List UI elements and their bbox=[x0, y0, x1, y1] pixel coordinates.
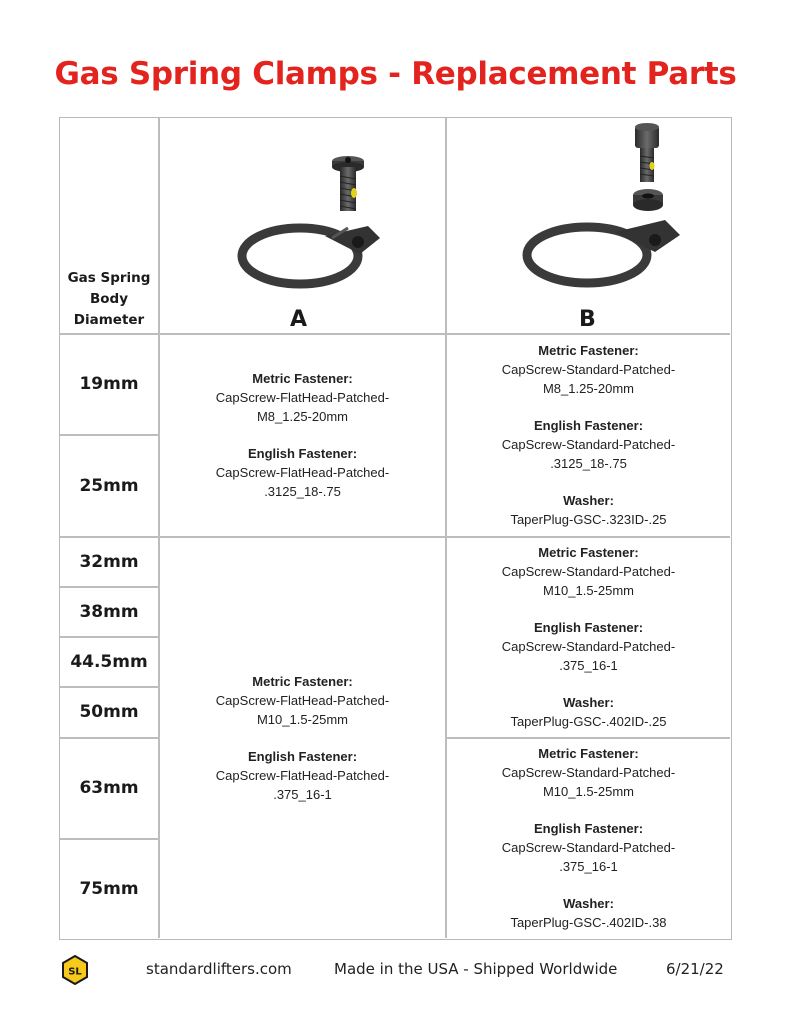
standard-lifters-logo bbox=[60, 955, 90, 985]
diameter-header bbox=[60, 266, 158, 332]
english-fastener-part: CapScrew-Standard-Patched- bbox=[501, 639, 676, 654]
washer-part: TaperPlug-GSC-.323ID-.25 bbox=[510, 512, 667, 527]
english-fastener-part: CapScrew-FlatHead-Patched- bbox=[215, 767, 390, 783]
page-title: Gas Spring Clamps - Replacement Parts bbox=[54, 56, 737, 92]
english-fastener-size: .375_16-1 bbox=[559, 658, 618, 673]
footer-date: 6/21/22 bbox=[666, 960, 724, 978]
parts-table bbox=[59, 117, 732, 940]
clamp-a-large-parts bbox=[160, 537, 445, 938]
metric-fastener-label: Metric Fastener: bbox=[252, 673, 353, 689]
clamp-a-small-parts bbox=[160, 334, 445, 536]
metric-fastener-size: M8_1.25-20mm bbox=[542, 381, 635, 396]
logo-text: SL bbox=[68, 966, 82, 978]
metric-fastener-part: CapScrew-Standard-Patched- bbox=[501, 765, 676, 780]
metric-fastener-label: Metric Fastener: bbox=[538, 545, 639, 560]
english-fastener-label: English Fastener: bbox=[533, 620, 644, 635]
english-fastener-label: English Fastener: bbox=[247, 748, 358, 764]
washer-label: Washer: bbox=[563, 896, 614, 911]
column-a-label: A bbox=[290, 307, 308, 332]
metric-fastener-label: Metric Fastener: bbox=[538, 746, 639, 761]
footer-website[interactable]: standardlifters.com bbox=[146, 960, 292, 978]
column-b-label: B bbox=[579, 307, 596, 332]
clamp-b-image bbox=[515, 120, 685, 295]
clamp-b-small-parts bbox=[447, 334, 730, 536]
diameter-header-line3: Diameter bbox=[73, 311, 145, 328]
english-fastener-size: .3125_18-.75 bbox=[550, 456, 627, 471]
clamp-b-large-parts bbox=[447, 738, 730, 938]
washer-label: Washer: bbox=[563, 695, 614, 710]
english-fastener-label: English Fastener: bbox=[533, 821, 644, 836]
clamp-a-image bbox=[230, 146, 380, 296]
diameter-header-line1: Gas Spring bbox=[67, 269, 151, 286]
english-fastener-part: CapScrew-FlatHead-Patched- bbox=[215, 465, 390, 480]
washer-part: TaperPlug-GSC-.402ID-.38 bbox=[510, 915, 667, 930]
diameter-32mm: 32mm bbox=[79, 551, 139, 572]
diameter-44-5mm: 44.5mm bbox=[70, 651, 148, 672]
diameter-63mm: 63mm bbox=[79, 778, 139, 798]
metric-fastener-part: CapScrew-FlatHead-Patched- bbox=[215, 692, 390, 708]
diameter-75mm: 75mm bbox=[79, 878, 139, 899]
metric-fastener-size: M8_1.25-20mm bbox=[256, 409, 349, 424]
footer-tagline: Made in the USA - Shipped Worldwide bbox=[334, 960, 618, 978]
diameter-38mm: 38mm bbox=[79, 601, 139, 622]
english-fastener-part: CapScrew-Standard-Patched- bbox=[501, 437, 676, 452]
diameter-25mm: 25mm bbox=[79, 475, 139, 496]
diameter-19mm: 19mm bbox=[79, 374, 139, 394]
diameter-header-line2: Body bbox=[89, 290, 129, 307]
washer-label: Washer: bbox=[563, 493, 614, 508]
diameter-50mm: 50mm bbox=[79, 702, 139, 722]
english-fastener-size: .375_16-1 bbox=[559, 859, 618, 874]
english-fastener-label: English Fastener: bbox=[247, 446, 358, 461]
metric-fastener-part: CapScrew-FlatHead-Patched- bbox=[215, 390, 390, 405]
metric-fastener-size: M10_1.5-25mm bbox=[542, 784, 635, 799]
metric-fastener-part: CapScrew-Standard-Patched- bbox=[501, 362, 676, 377]
metric-fastener-size: M10_1.5-25mm bbox=[542, 583, 635, 598]
clamp-b-mid-parts bbox=[447, 537, 730, 737]
metric-fastener-size: M10_1.5-25mm bbox=[256, 711, 349, 727]
english-fastener-size: .375_16-1 bbox=[273, 786, 332, 802]
metric-fastener-label: Metric Fastener: bbox=[252, 371, 353, 386]
metric-fastener-label: Metric Fastener: bbox=[538, 343, 639, 358]
washer-part: TaperPlug-GSC-.402ID-.25 bbox=[510, 714, 667, 729]
english-fastener-part: CapScrew-Standard-Patched- bbox=[501, 840, 676, 855]
metric-fastener-part: CapScrew-Standard-Patched- bbox=[501, 564, 676, 579]
english-fastener-label: English Fastener: bbox=[533, 418, 644, 433]
english-fastener-size: .3125_18-.75 bbox=[264, 484, 341, 499]
